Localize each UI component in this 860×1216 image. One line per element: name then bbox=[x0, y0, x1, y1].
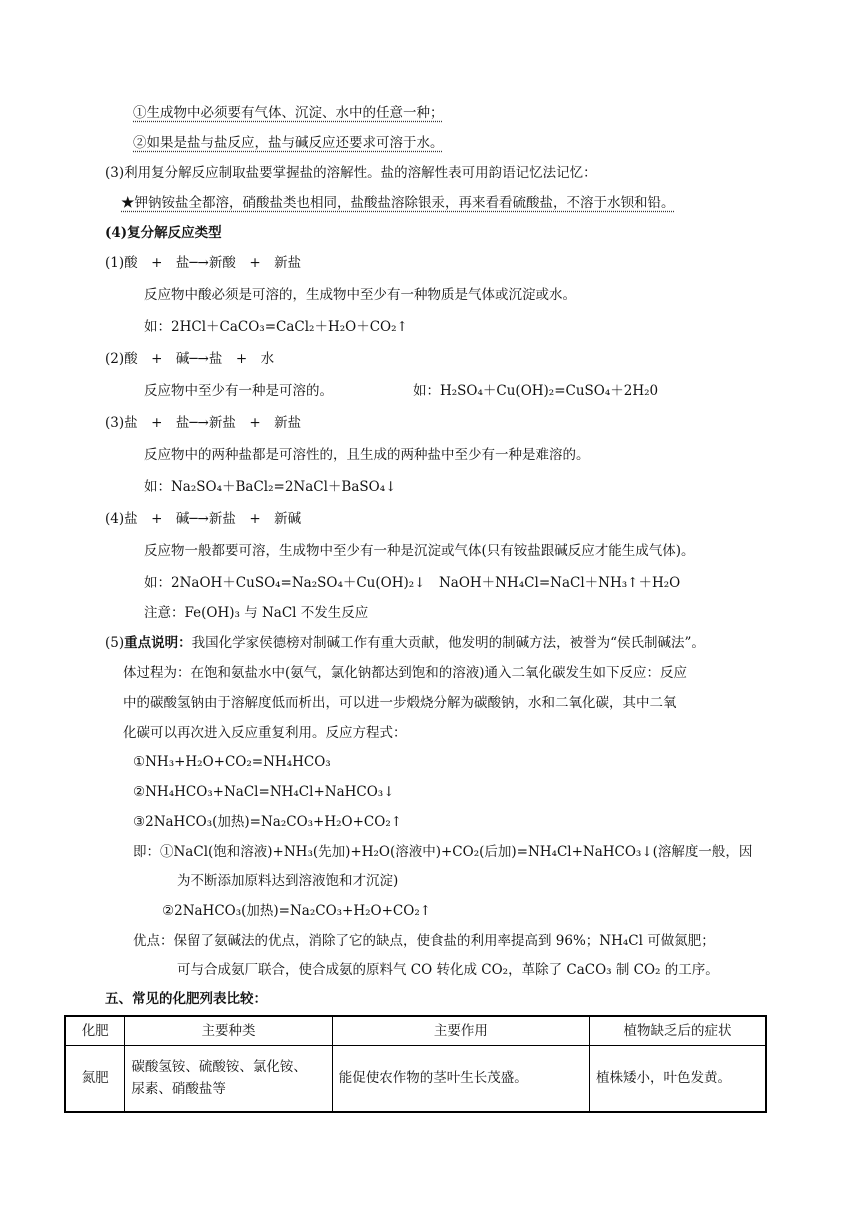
type-1-condition: 反应物中酸必须是可溶的，生成物中至少有一种物质是气体或沉淀或水。 bbox=[144, 287, 576, 303]
equation-2: ②NH₄HCO₃+NaCl=NH₄Cl+NaHCO₃↓ bbox=[133, 784, 395, 800]
header-fertilizer: 化肥 bbox=[65, 1016, 125, 1046]
overall-equation-line-1: 即：①NaCl(饱和溶液)+NH₃(先加)+H₂O(溶液中)+CO₂(后加)=NH₄Cl+NaHCO₃↓(溶解度一般，因 bbox=[133, 844, 753, 860]
type-4-note: 注意：Fe(OH)₃ 与 NaCl 不发生反应 bbox=[144, 605, 369, 621]
solubility-intro: (3)利用复分解反应制取盐要掌握盐的溶解性。盐的溶解性表可用韵语记忆法记忆： bbox=[105, 165, 597, 181]
main-types-line-2: 尿素、硝酸盐等 bbox=[131, 1081, 226, 1098]
advantages-line-2: 可与合成氨厂联合，使合成氨的原料气 CO 转化成 CO₂，革除了 CaCO₃ 制 CO₂ 的工序。 bbox=[177, 962, 719, 978]
cell-main-effect: 能促使农作物的茎叶生长茂盛。 bbox=[332, 1046, 589, 1112]
type-4-example: 如：2NaOH＋CuSO₄=Na₂SO₄＋Cu(OH)₂↓ NaOH＋NH₄Cl=NaCl＋NH₃↑＋H₂O bbox=[144, 575, 681, 591]
type-3-heading: (3)盐 + 盐─→新盐 + 新盐 bbox=[105, 415, 302, 431]
rule-line-2: ②如果是盐与盐反应，盐与碱反应还要求可溶于水。 bbox=[133, 135, 444, 151]
cell-fertilizer-name: 氮肥 bbox=[65, 1046, 125, 1112]
type-2-condition: 反应物中至少有一种是可溶的。 bbox=[144, 383, 333, 399]
key-note-label: 重点说明： bbox=[124, 635, 192, 651]
type-3-example: 如：Na₂SO₄＋BaCl₂=2NaCl＋BaSO₄↓ bbox=[144, 479, 397, 495]
type-2-example: 如：H₂SO₄＋Cu(OH)₂=CuSO₄＋2H₂0 bbox=[413, 383, 659, 399]
type-4-condition: 反应物一般都要可溶，生成物中至少有一种是沉淀或气体(只有铵盐跟碱反应才能生成气体)。 bbox=[144, 543, 695, 559]
type-1-heading: (1)酸 + 盐─→新酸 + 新盐 bbox=[105, 255, 302, 271]
key-note-line-3: 中的碳酸氢钠由于溶解度低而析出，可以进一步煅烧分解为碳酸钠，水和二氧化碳，其中二氧 bbox=[123, 695, 677, 711]
overall-equation-line-2: 为不断添加原料达到溶液饱和才沉淀) bbox=[177, 873, 399, 889]
key-note-line-4: 化碳可以再次进入反应重复利用。反应方程式： bbox=[123, 725, 407, 741]
table-header-row bbox=[65, 1016, 766, 1046]
fertilizer-table bbox=[64, 1015, 767, 1113]
key-note-line-2: 体过程为：在饱和氨盐水中(氨气，氯化钠都达到饱和的溶液)通入二氧化碳发生如下反应：反应 bbox=[123, 665, 688, 681]
rule-line-1: ①生成物中必须要有气体、沉淀、水中的任意一种； bbox=[133, 105, 444, 121]
overall-equation-2: ②2NaHCO₃(加热)=Na₂CO₃+H₂O+CO₂↑ bbox=[162, 903, 432, 919]
cell-deficiency-symptom: 植株矮小，叶色发黄。 bbox=[589, 1046, 766, 1112]
equation-3: ③2NaHCO₃(加热)=Na₂CO₃+H₂O+CO₂↑ bbox=[133, 814, 403, 830]
header-main-effect: 主要作用 bbox=[332, 1016, 589, 1046]
main-types-line-1: 碳酸氢铵、硫酸铵、氯化铵、 bbox=[131, 1059, 307, 1076]
type-3-condition: 反应物中的两种盐都是可溶性的，且生成的两种盐中至少有一种是难溶的。 bbox=[144, 447, 590, 463]
key-note-line-1 bbox=[105, 634, 705, 652]
header-deficiency-symptoms: 植物缺乏后的症状 bbox=[589, 1016, 766, 1046]
equation-1: ①NH₃+H₂O+CO₂=NH₄HCO₃ bbox=[133, 754, 331, 770]
header-main-types: 主要种类 bbox=[125, 1016, 332, 1046]
key-note-text: 我国化学家侯德榜对制碱工作有重大贡献，他发明的制碱方法，被誉为“侯氏制碱法”。 bbox=[191, 635, 705, 651]
type-4-heading: (4)盐 + 碱─→新盐 + 新碱 bbox=[105, 511, 302, 527]
table-row bbox=[65, 1046, 766, 1112]
solubility-rhyme: ★钾钠铵盐全都溶，硝酸盐类也相同，盐酸盐溶除银汞，再来看看硫酸盐，不溶于水钡和铅。 bbox=[121, 195, 675, 211]
key-note-number: (5) bbox=[105, 635, 125, 651]
type-2-heading: (2)酸 + 碱─→盐 + 水 bbox=[105, 351, 275, 367]
section-heading-reaction-types: (4)复分解反应类型 bbox=[105, 225, 222, 241]
type-1-example: 如：2HCl＋CaCO₃=CaCl₂＋H₂O＋CO₂↑ bbox=[144, 319, 408, 335]
cell-main-types bbox=[125, 1046, 332, 1112]
section-heading-fertilizers: 五、常见的化肥列表比较： bbox=[105, 991, 267, 1007]
advantages-line-1: 优点：保留了氨碱法的优点，消除了它的缺点，使食盐的利用率提高到 96%；NH₄Cl 可做氮肥； bbox=[133, 933, 715, 949]
